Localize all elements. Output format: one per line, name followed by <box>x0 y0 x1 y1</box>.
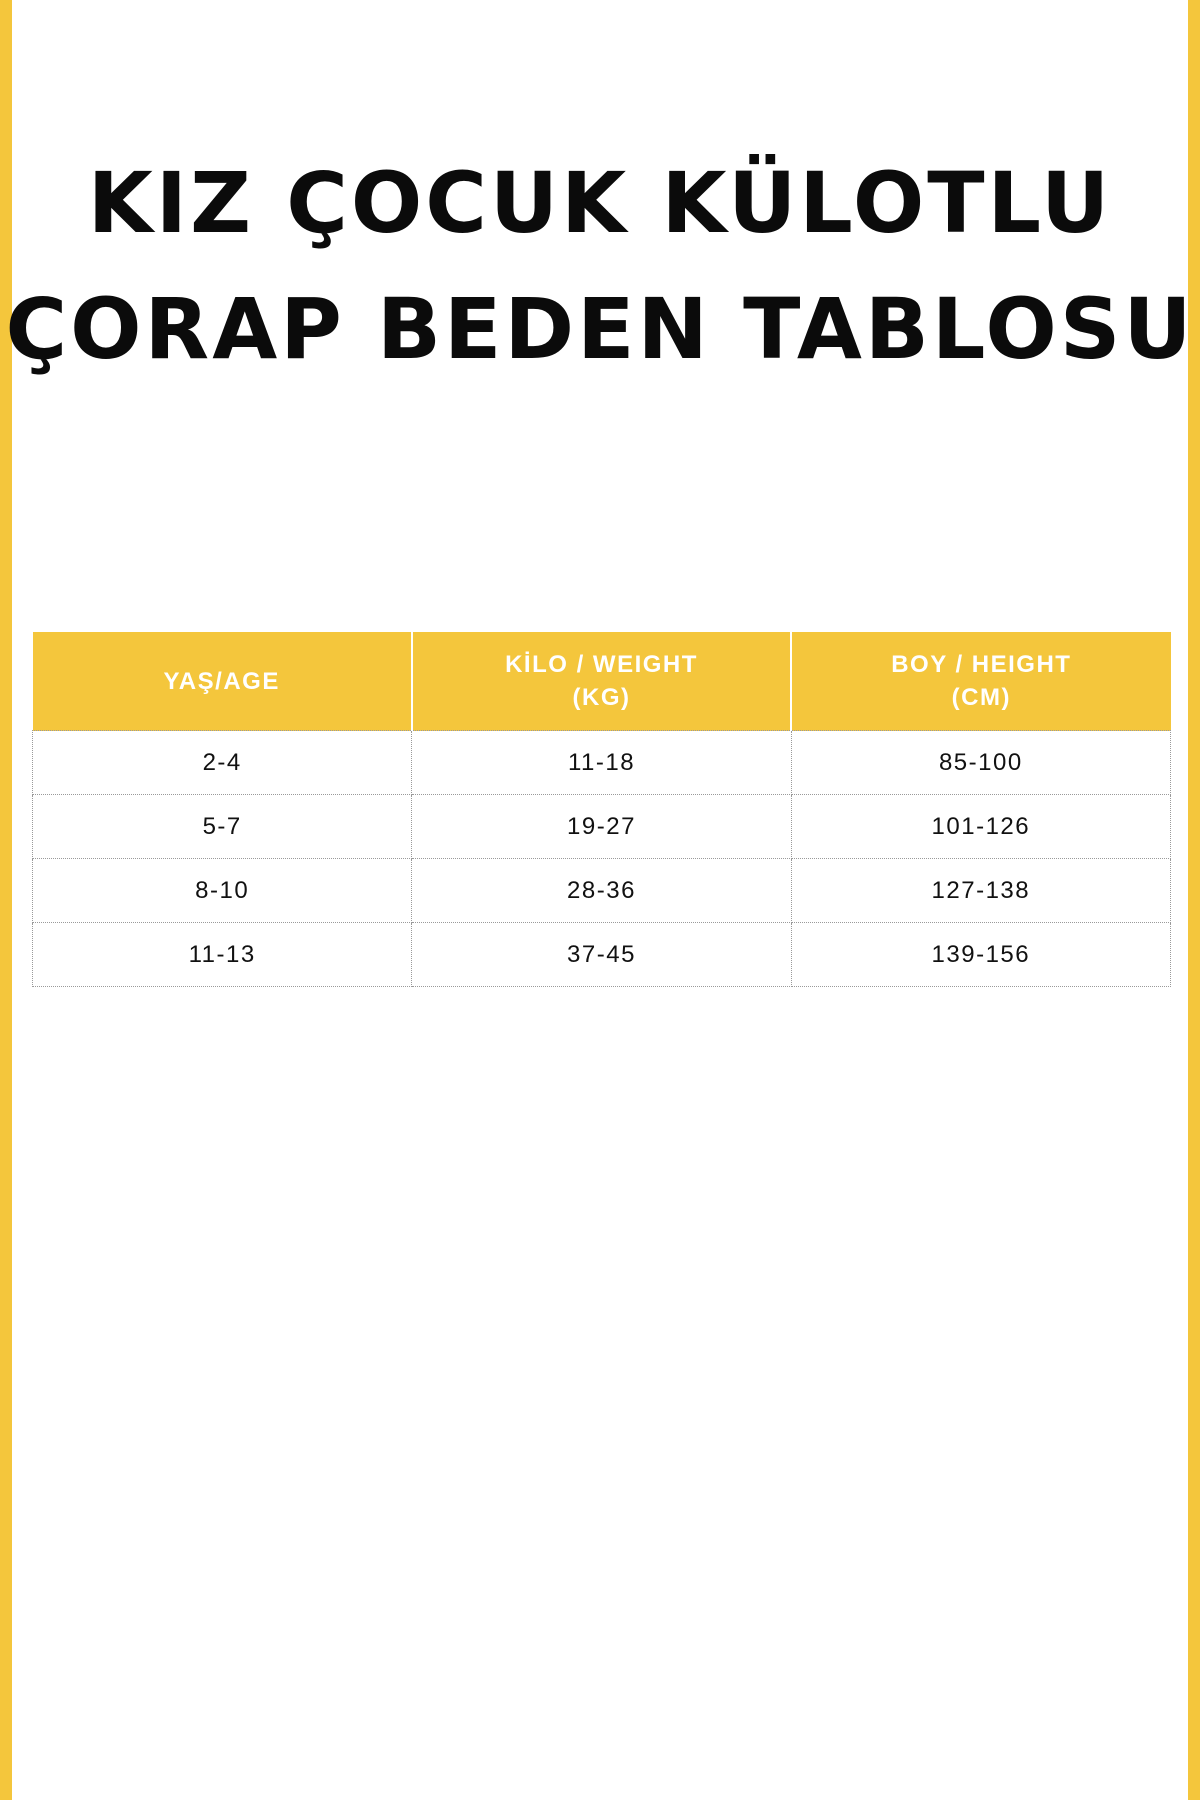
header-age <box>33 632 412 731</box>
table-header-row <box>33 632 1171 731</box>
cell-height: 85-100 <box>791 731 1170 795</box>
title-line-2: ÇORAP BEDEN TABLOSU <box>5 280 1195 378</box>
cell-age: 5-7 <box>33 795 412 859</box>
table-row <box>33 731 1171 795</box>
cell-age: 8-10 <box>33 859 412 923</box>
cell-weight: 11-18 <box>412 731 791 795</box>
header-weight-label: KİLO / WEIGHT <box>505 651 698 678</box>
cell-height: 127-138 <box>791 859 1170 923</box>
cell-height: 101-126 <box>791 795 1170 859</box>
header-weight <box>412 632 791 731</box>
table-row <box>33 859 1171 923</box>
header-height-unit: (CM) <box>951 684 1011 711</box>
header-age-label: YAŞ/AGE <box>163 667 280 695</box>
table-row <box>33 795 1171 859</box>
cell-weight: 19-27 <box>412 795 791 859</box>
title-line-1: KIZ ÇOCUK KÜLOTLU <box>87 154 1113 252</box>
page-title <box>0 140 1200 392</box>
size-chart-table <box>32 632 1171 987</box>
cell-weight: 28-36 <box>412 859 791 923</box>
header-weight-unit: (KG) <box>572 684 631 711</box>
header-height <box>791 632 1170 731</box>
cell-age: 11-13 <box>33 923 412 987</box>
cell-age: 2-4 <box>33 731 412 795</box>
table-row <box>33 923 1171 987</box>
cell-weight: 37-45 <box>412 923 791 987</box>
header-height-label: BOY / HEIGHT <box>891 651 1072 678</box>
cell-height: 139-156 <box>791 923 1170 987</box>
